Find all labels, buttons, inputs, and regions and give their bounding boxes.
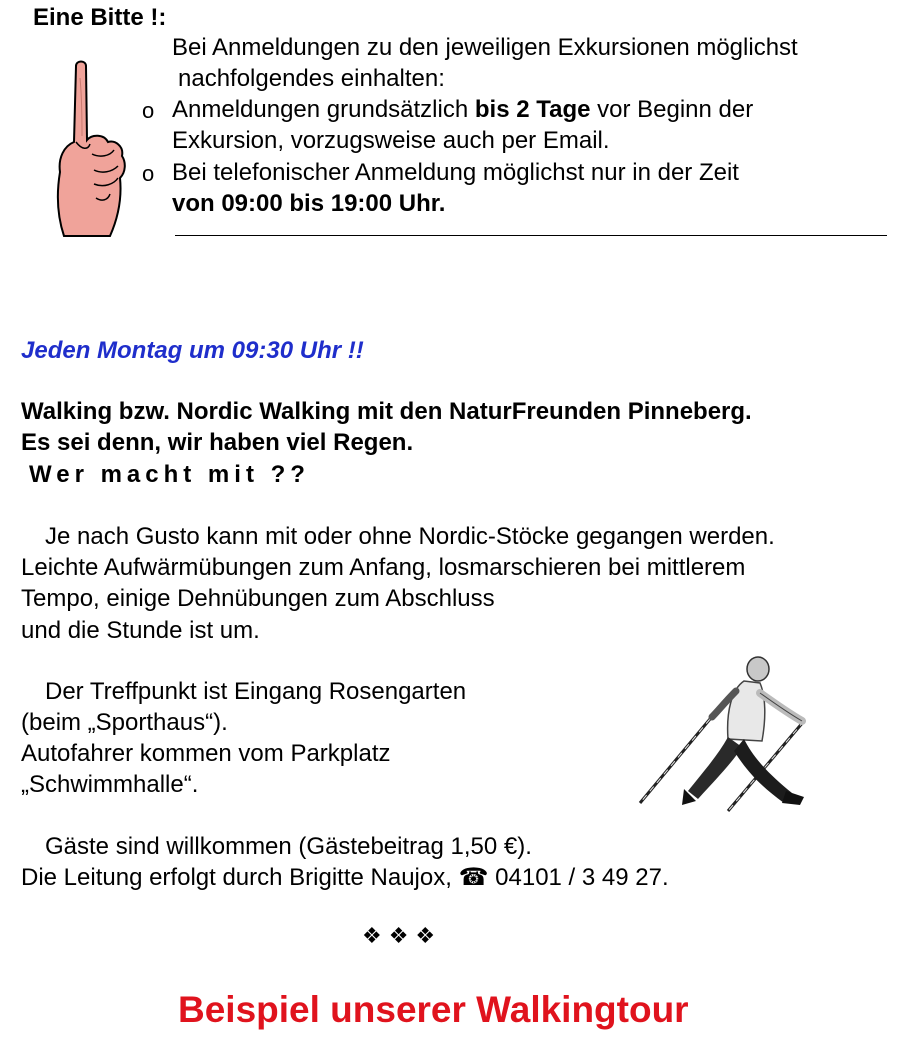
bullet-2-line1: Bei telefonischer Anmeldung möglichst nur in der Zeit (172, 159, 739, 186)
schedule-text: Jeden Montag um 09:30 Uhr !! (21, 337, 364, 364)
bullet-1-deadline: bis 2 Tage (474, 96, 591, 123)
nordic-walker-icon (632, 655, 822, 815)
paragraph-1-line4: und die Stunde ist um. (21, 617, 260, 644)
headline-line1: Walking bzw. Nordic Walking mit den NaturFreunden Pinneberg. (21, 398, 752, 425)
horizontal-rule (175, 235, 887, 236)
bullet-1-line2: Exkursion, vorzugsweise auch per Email. (172, 127, 610, 154)
bullet-marker: o (142, 98, 155, 123)
paragraph-3-line1: Gäste sind willkommen (Gästebeitrag 1,50 €). (45, 833, 532, 860)
paragraph-2-line4: „Schwimmhalle“. (21, 771, 199, 798)
paragraph-3-line2 (21, 862, 669, 893)
bullet-marker: o (142, 161, 155, 186)
request-intro-line2: nachfolgendes einhalten: (178, 65, 445, 92)
headline-line3: Wer macht mit ?? (29, 461, 310, 488)
paragraph-1-line3: Tempo, einige Dehnübungen zum Abschluss (21, 585, 495, 612)
headline-line2: Es sei denn, wir haben viel Regen. (21, 429, 414, 456)
paragraph-1-line2: Leichte Aufwärmübungen zum Anfang, losmarschieren bei mittlerem (21, 554, 746, 581)
contact-text: Die Leitung erfolgt durch Brigitte Naujox, (21, 864, 459, 891)
telephone-icon: ☎ (458, 864, 489, 891)
bullet-1-line1 (172, 94, 753, 125)
paragraph-2-line2: (beim „Sporthaus“). (21, 709, 228, 736)
bullet-2-line2: von 09:00 bis 19:00 Uhr. (172, 190, 446, 217)
footer-title: Beispiel unserer Walkingtour (178, 989, 689, 1030)
bullet-1-text-end: vor Beginn der (590, 96, 754, 123)
request-heading: Eine Bitte !: (33, 4, 167, 31)
bullet-1-text: Anmeldungen grundsätzlich (172, 96, 475, 123)
diamond-divider-icon: ❖ ❖ ❖ (362, 924, 436, 949)
phone-number: 04101 / 3 49 27. (488, 864, 669, 891)
pointing-finger-icon (52, 58, 128, 240)
request-intro-line1: Bei Anmeldungen zu den jeweiligen Exkursionen möglichst (172, 34, 798, 61)
paragraph-2-line3: Autofahrer kommen vom Parkplatz (21, 740, 391, 767)
paragraph-2-line1: Der Treffpunkt ist Eingang Rosengarten (45, 678, 467, 705)
paragraph-1-line1: Je nach Gusto kann mit oder ohne Nordic-Stöcke gegangen werden. (45, 523, 775, 550)
